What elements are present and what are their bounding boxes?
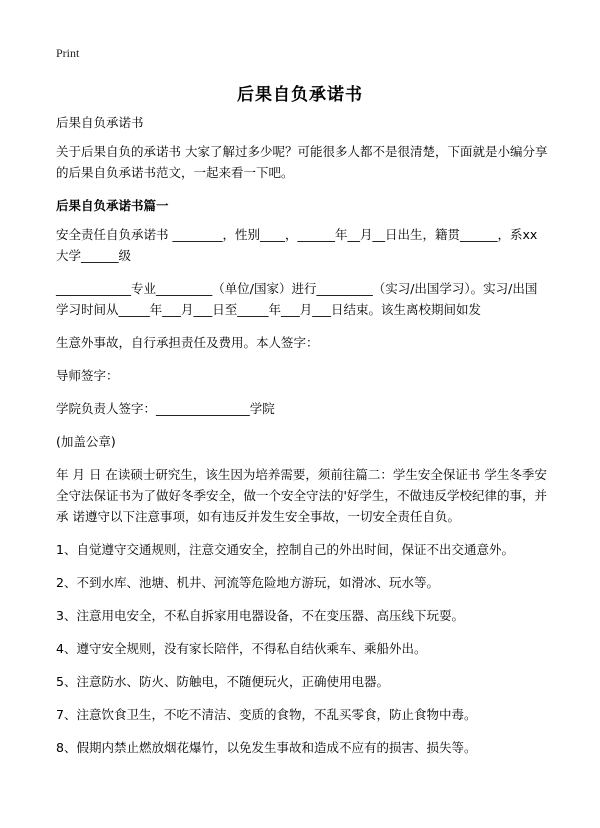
paragraph: 导师签字：: [56, 368, 119, 383]
print-link[interactable]: Print: [56, 46, 80, 60]
list-item: 5、注意防水、防火、防触电，不随便玩火，正确使用电器。: [56, 674, 389, 689]
list-item: 1、自觉遵守交通规则，注意交通安全，控制自己的外出时间，保证不出交通意外。: [56, 542, 514, 557]
paragraph: (加盖公章): [56, 434, 116, 449]
paragraph: 年 月 日 在读硕士研究生，该生因为培养需要，须前往篇二：学生安全保证书 学生冬季安全守法保证书为了做好冬季安全，做一个安全守法的'好学生，不做违反学校纪律的事，并承 诺遵守以下注意事项，如有违反并发生安全事故，一切安全责任自负。: [56, 467, 547, 524]
list-item: 2、不到水库、池塘、机井、河流等危险地方游玩，如滑冰、玩水等。: [56, 575, 439, 590]
paragraph: 生意外事故，自行承担责任及费用。本人签字：: [56, 335, 319, 350]
paragraph: 学院负责人签字：_______________学院: [56, 401, 275, 416]
list-item: 7、注意饮食卫生，不吃不清洁、变质的食物，不乱买零食，防止食物中毒。: [56, 707, 477, 722]
paragraph: ____________专业_________（单位/国家）进行_________（实习/出国学习）。实习/出国学习时间从_____年___月___日至_____年___月___日结束。该生离校期间如发: [56, 281, 538, 317]
document-body: [56, 112, 548, 758]
document-subtitle: 后果自负承诺书: [56, 115, 144, 130]
list-item: 3、注意用电安全，不私自拆家用电器设备，不在变压器、高压线下玩耍。: [56, 608, 464, 623]
list-item: 4、遵守安全规则，没有家长陪伴，不得私自结伙乘车、乘船外出。: [56, 641, 427, 656]
list-item: 8、假期内禁止燃放烟花爆竹，以免发生事故和造成不应有的损害、损失等。: [56, 740, 477, 755]
intro-paragraph: 关于后果自负的承诺书 大家了解过多少呢？可能很多人都不是很清楚，下面就是小编分享的后果自负承诺书范文，一起来看一下吧。: [56, 144, 548, 180]
paragraph: 安全责任自负承诺书 ________，性别____，______年__月__日出生，籍贯______，系xx大学______级: [56, 227, 538, 263]
page-title: 后果自负承诺书: [237, 85, 363, 105]
section-heading: 后果自负承诺书篇一: [56, 198, 169, 213]
